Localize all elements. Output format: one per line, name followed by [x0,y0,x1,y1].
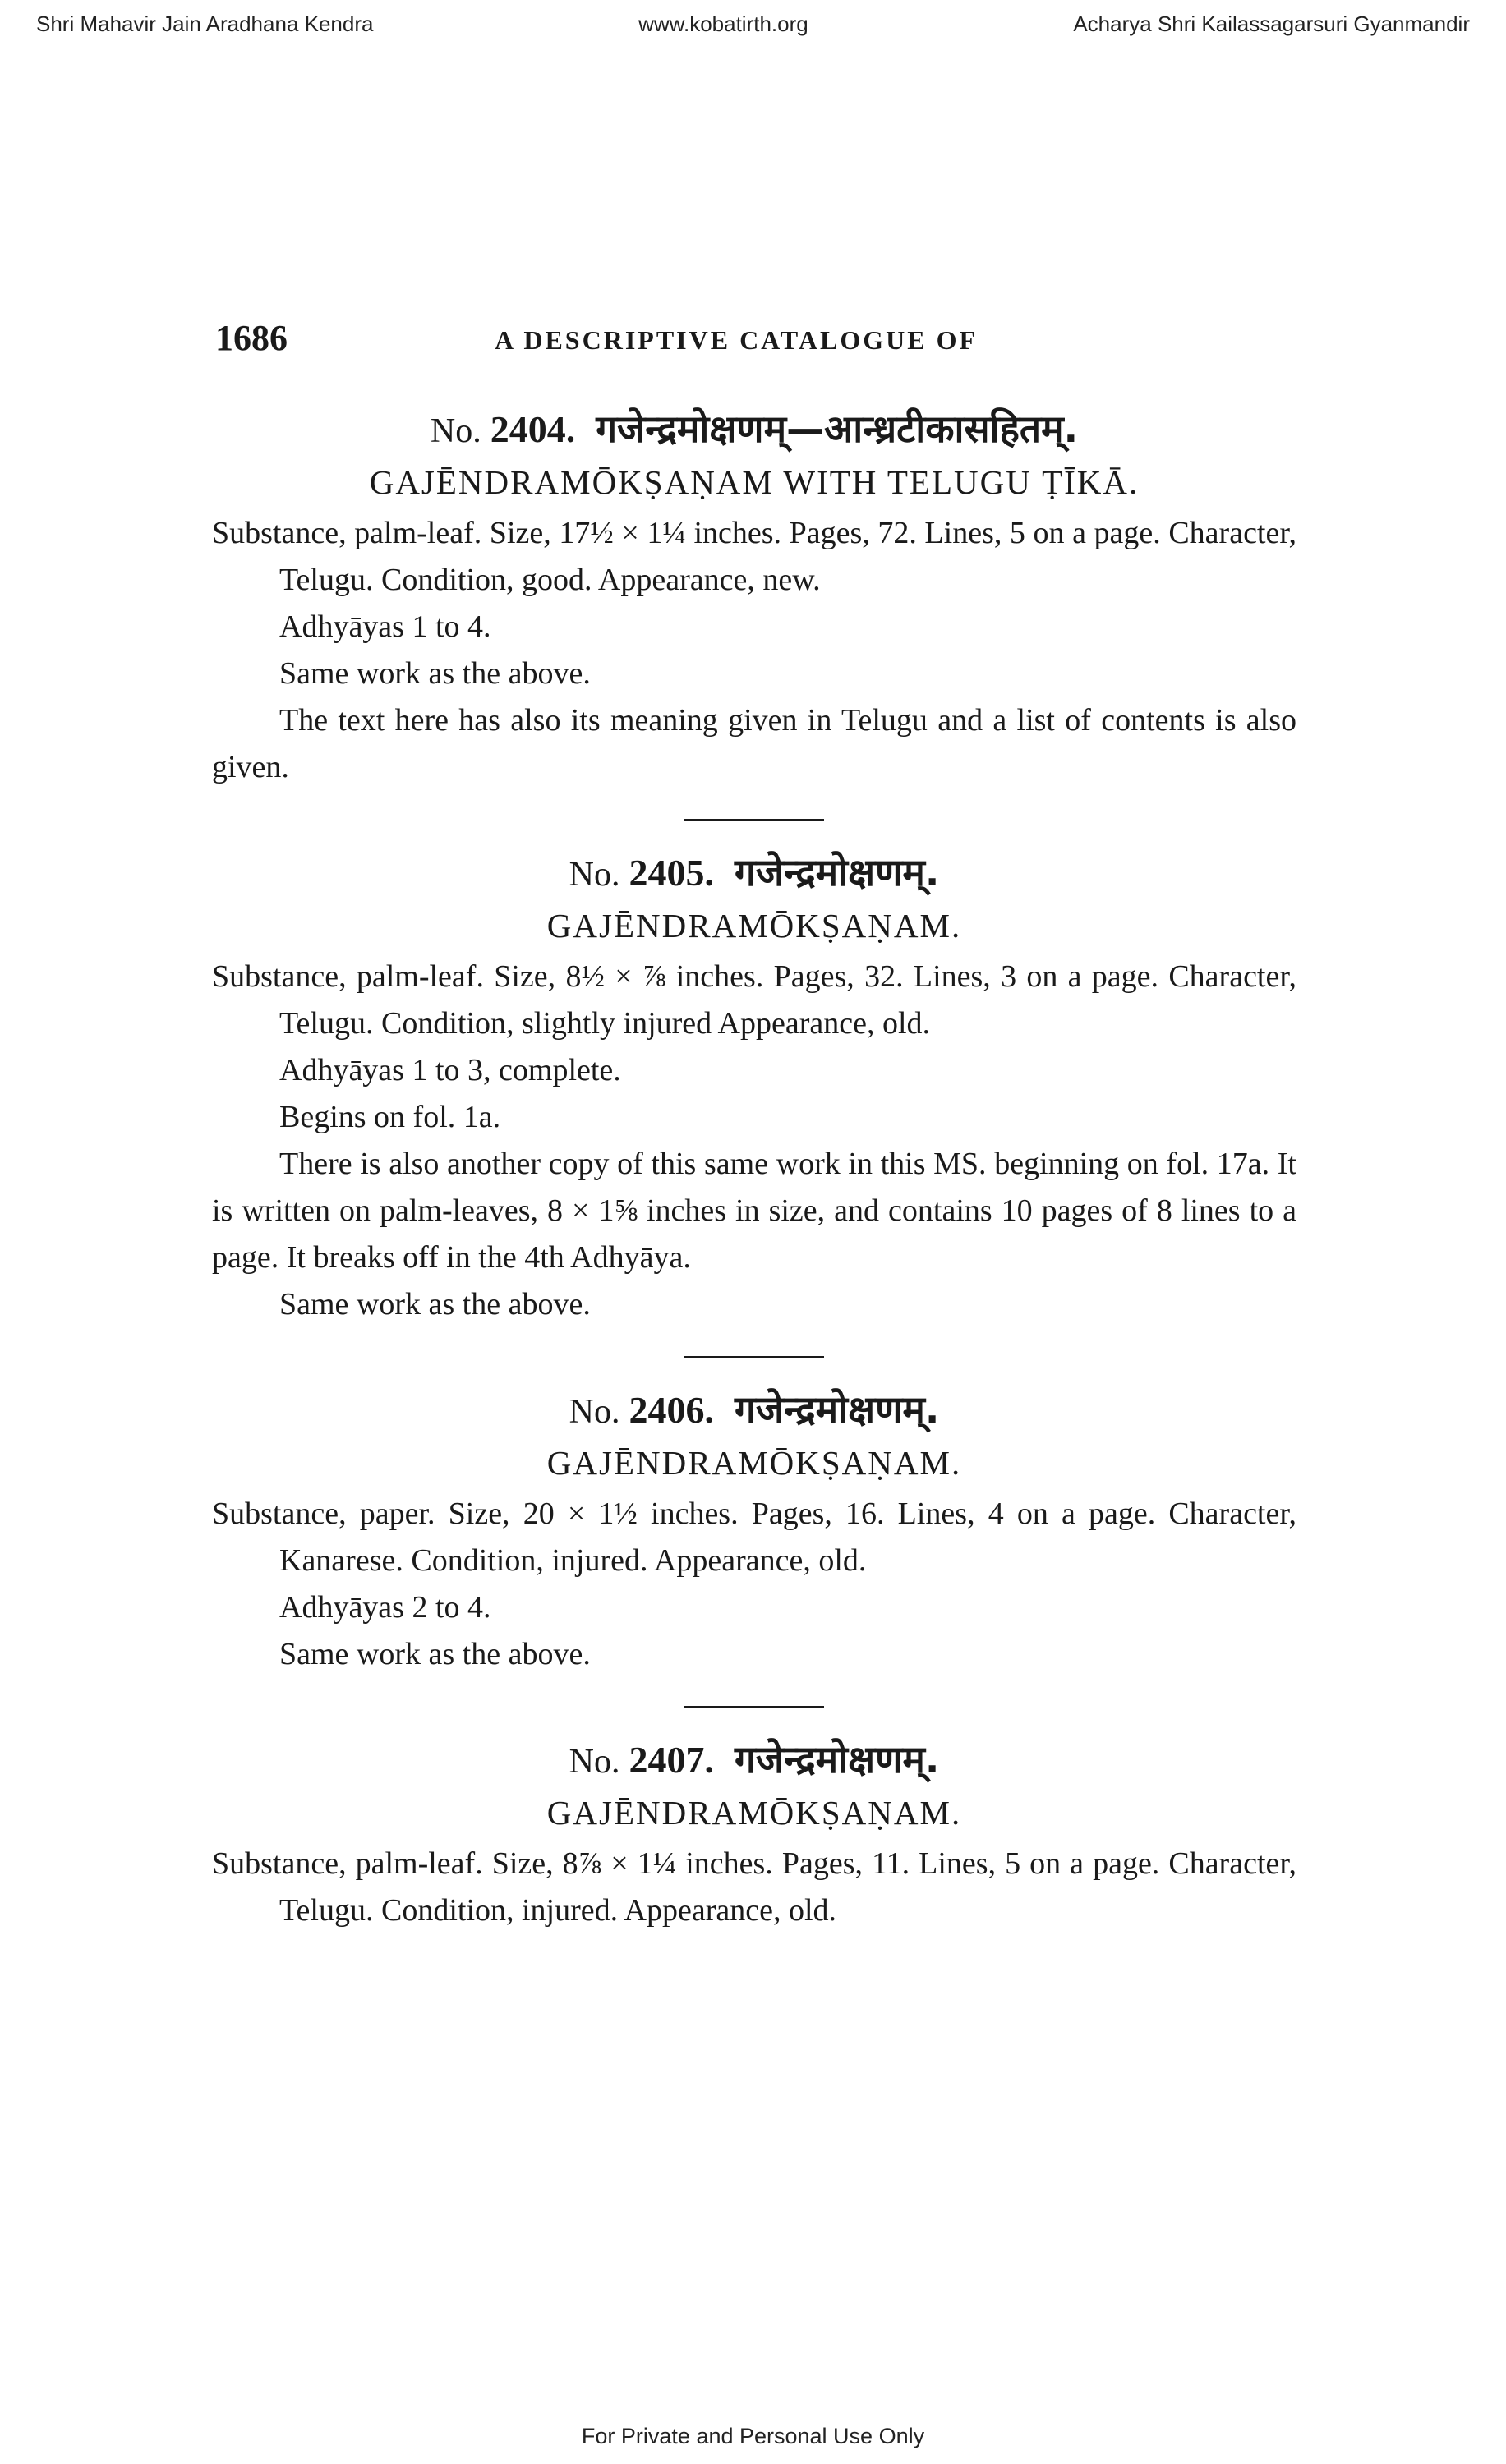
entry-sanskrit-title: गजेन्द्रमोक्षणम्. [735,1737,940,1781]
header-left-text: Shri Mahavir Jain Aradhana Kendra [36,11,374,36]
entry-sanskrit-title: गजेन्द्रमोक्षणम्—आन्ध्रटीकासहितम्. [596,407,1079,451]
entry-number: 2404. [490,408,576,450]
entry-description: Substance, palm-leaf. Size, 8½ × ⅞ inches. Pages, 32. Lines, 3 on a page. Character, Telugu. Condition, slightly injured Appearance, old. [212,959,1296,1041]
entry-note: Same work as the above. [279,1637,591,1671]
entry-roman-title: GAJĒNDRAMŌKṢAṆAM. [546,907,962,945]
running-head [215,317,1291,358]
entry-no-label: No. [430,412,481,450]
entry-note: Adhyāyas 1 to 4. [279,609,491,644]
entry-paragraph: The text here has also its meaning given in Telugu and a list of contents is also given. [212,703,1296,784]
entry-no-label: No. [569,856,620,894]
header-center-url: www.kobatirth.org [638,11,808,36]
entry-heading [212,1383,1296,1438]
entry-roman-title: GAJĒNDRAMŌKṢAṆAM. [546,1794,962,1832]
entry-heading [212,1733,1296,1788]
footer-notice: For Private and Personal Use Only [581,2424,925,2448]
entry-description: Substance, palm-leaf. Size, 8⅞ × 1¼ inches. Pages, 11. Lines, 5 on a page. Character, Telugu. Condition, injured. Appearance, old. [212,1846,1296,1928]
entry-no-label: No. [569,1393,620,1431]
entry-note: Same work as the above. [279,656,591,691]
header-right-text: Acharya Shri Kailassagarsuri Gyanmandir [1073,11,1470,36]
entry-note: Adhyāyas 1 to 3, complete. [279,1053,621,1087]
catalogue-entry [212,402,1296,791]
running-title: A DESCRIPTIVE CATALOGUE OF [495,325,978,355]
entry-number: 2407. [629,1739,714,1781]
catalogue-body [212,402,1296,1934]
catalogue-entry [212,1733,1296,1934]
entry-roman-title: GAJĒNDRAMŌKṢAṆAM. [546,1444,962,1482]
entry-roman-title: GAJĒNDRAMŌKṢAṆAM WITH TELUGU ṬĪKĀ. [369,463,1140,501]
page-number: 1686 [215,318,288,358]
entry-sanskrit-title: गजेन्द्रमोक्षणम्. [735,850,940,894]
source-header [36,11,1470,37]
entry-number: 2405. [629,852,714,894]
section-divider [684,1706,824,1708]
entry-sanskrit-title: गजेन्द्रमोक्षणम्. [735,1387,940,1432]
entry-note: Same work as the above. [279,1287,591,1322]
catalogue-entry [212,1383,1296,1678]
entry-description: Substance, paper. Size, 20 × 1½ inches. Pages, 16. Lines, 4 on a page. Character, Kanarese. Condition, injured. Appearance, old. [212,1496,1296,1578]
entry-note: Begins on fol. 1a. [279,1100,501,1134]
entry-description: Substance, palm-leaf. Size, 17½ × 1¼ inches. Pages, 72. Lines, 5 on a page. Character, Telugu. Condition, good. Appearance, new. [212,516,1296,597]
entry-no-label: No. [569,1743,620,1781]
entry-note: Adhyāyas 2 to 4. [279,1590,491,1625]
section-divider [684,819,824,821]
section-divider [684,1356,824,1358]
entry-heading [212,846,1296,901]
entry-number: 2406. [629,1389,714,1431]
entry-heading [212,402,1296,457]
catalogue-entry [212,846,1296,1328]
entry-paragraph: There is also another copy of this same work in this MS. beginning on fol. 17a. It is written on palm-leaves, 8 × 1⅝ inches in size, and contains 10 pages of 8 lines to a page. It breaks off in the 4th Adhyāya. [212,1147,1296,1275]
